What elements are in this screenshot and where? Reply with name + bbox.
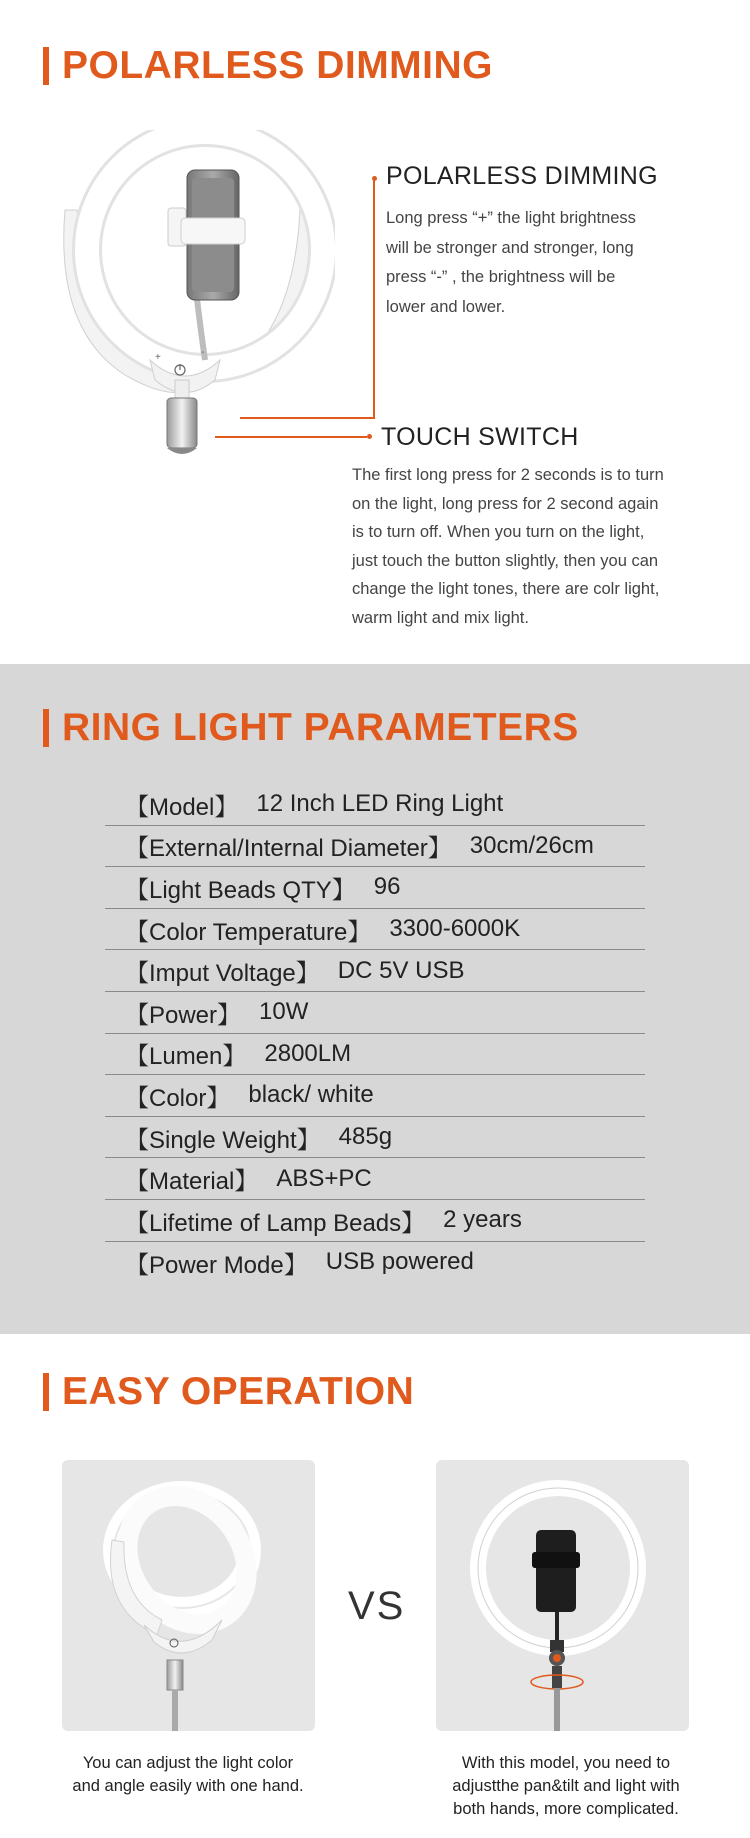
caption-line: and angle easily with one hand. — [72, 1777, 304, 1795]
param-label: 【Material】 — [125, 1168, 259, 1196]
section-heading — [43, 1370, 414, 1414]
param-label: 【Color】 — [125, 1084, 231, 1112]
param-row — [105, 1117, 645, 1159]
callout-dot — [367, 434, 372, 439]
text-line: Long press “+” the light brightness — [386, 209, 636, 227]
plus-mark: + — [155, 352, 161, 363]
text-line: change the light tones, there are colr light, — [352, 580, 660, 598]
param-value: 10W — [259, 998, 309, 1026]
param-row — [105, 1075, 645, 1117]
callout-title-polarless: POLARLESS DIMMING — [386, 162, 658, 190]
callout-leader-line — [215, 436, 367, 438]
caption-line: With this model, you need to — [461, 1754, 671, 1772]
heading-text: POLARLESS DIMMING — [62, 44, 494, 87]
parameter-list — [105, 784, 645, 1283]
param-value: USB powered — [325, 1248, 474, 1276]
text-line: lower and lower. — [386, 297, 506, 316]
caption-line: both hands, more complicated. — [453, 1800, 679, 1818]
param-label: 【Imput Voltage】 — [125, 960, 320, 988]
param-value: ABS+PC — [276, 1164, 372, 1192]
param-label: 【Lumen】 — [125, 1043, 247, 1071]
param-row — [105, 909, 645, 951]
param-value: 2 years — [443, 1206, 522, 1234]
param-row — [105, 826, 645, 868]
param-value: black/ white — [248, 1081, 374, 1109]
param-label: 【Single Weight】 — [125, 1126, 321, 1154]
param-label: 【Power】 — [125, 1001, 242, 1029]
heading-accent-bar — [43, 1373, 49, 1411]
parameters-section — [0, 664, 750, 1334]
section-heading — [43, 706, 579, 750]
one-hand-ring-light-photo — [62, 1460, 315, 1731]
param-value: 12 Inch LED Ring Light — [256, 790, 504, 818]
text-line: on the light, long press for 2 second again — [352, 494, 659, 513]
param-row — [105, 1158, 645, 1200]
pan-tilt-ring-light-photo — [436, 1460, 689, 1731]
param-row — [105, 1242, 645, 1284]
ring-light-illustration — [55, 130, 335, 530]
left-caption — [40, 1752, 336, 1798]
text-line: warm light and mix light. — [352, 608, 529, 627]
polarless-dimming-section — [0, 0, 750, 664]
param-value: 3300-6000K — [389, 915, 521, 943]
text-line: press “-” , the brightness will be — [386, 268, 616, 286]
minus-mark: - — [201, 347, 205, 358]
heading-text: RING LIGHT PARAMETERS — [62, 706, 579, 749]
text-line: is to turn off. When you turn on the light, — [352, 523, 645, 541]
param-value: 2800LM — [264, 1039, 352, 1067]
param-label: 【Model】 — [125, 793, 239, 821]
param-row — [105, 784, 645, 826]
param-label: 【Lifetime of Lamp Beads】 — [125, 1209, 426, 1237]
callout-text-touch — [352, 461, 664, 632]
caption-line: adjustthe pan&tilt and light with — [452, 1777, 680, 1795]
callout-leader-line — [240, 417, 375, 419]
text-line: will be stronger and stronger, long — [386, 238, 634, 257]
param-value: 96 — [373, 873, 401, 901]
param-row — [105, 950, 645, 992]
param-row — [105, 1200, 645, 1242]
heading-accent-bar — [43, 709, 49, 747]
right-caption — [422, 1752, 710, 1821]
heading-accent-bar — [43, 47, 49, 85]
param-value: DC 5V USB — [337, 956, 465, 984]
easy-operation-section — [0, 1334, 750, 1838]
callout-leader-line — [373, 178, 375, 418]
callout-title-touch: TOUCH SWITCH — [381, 423, 579, 451]
param-label: 【Power Mode】 — [125, 1251, 308, 1279]
param-row — [105, 1034, 645, 1076]
caption-line: You can adjust the light color — [82, 1754, 294, 1772]
callout-text-polarless — [386, 204, 636, 322]
param-row — [105, 867, 645, 909]
param-label: 【Light Beads QTY】 — [125, 876, 356, 904]
param-row — [105, 992, 645, 1034]
section-heading — [43, 44, 493, 88]
param-label: 【Color Temperature】 — [125, 918, 372, 946]
text-line: just touch the button slightly, then you can — [352, 551, 659, 570]
param-label: 【External/Internal Diameter】 — [125, 835, 452, 863]
heading-text: EASY OPERATION — [62, 1370, 415, 1413]
param-value: 485g — [338, 1123, 393, 1151]
versus-label: VS — [348, 1584, 406, 1628]
param-value: 30cm/26cm — [469, 831, 594, 859]
text-line: The first long press for 2 seconds is to turn — [352, 466, 664, 484]
